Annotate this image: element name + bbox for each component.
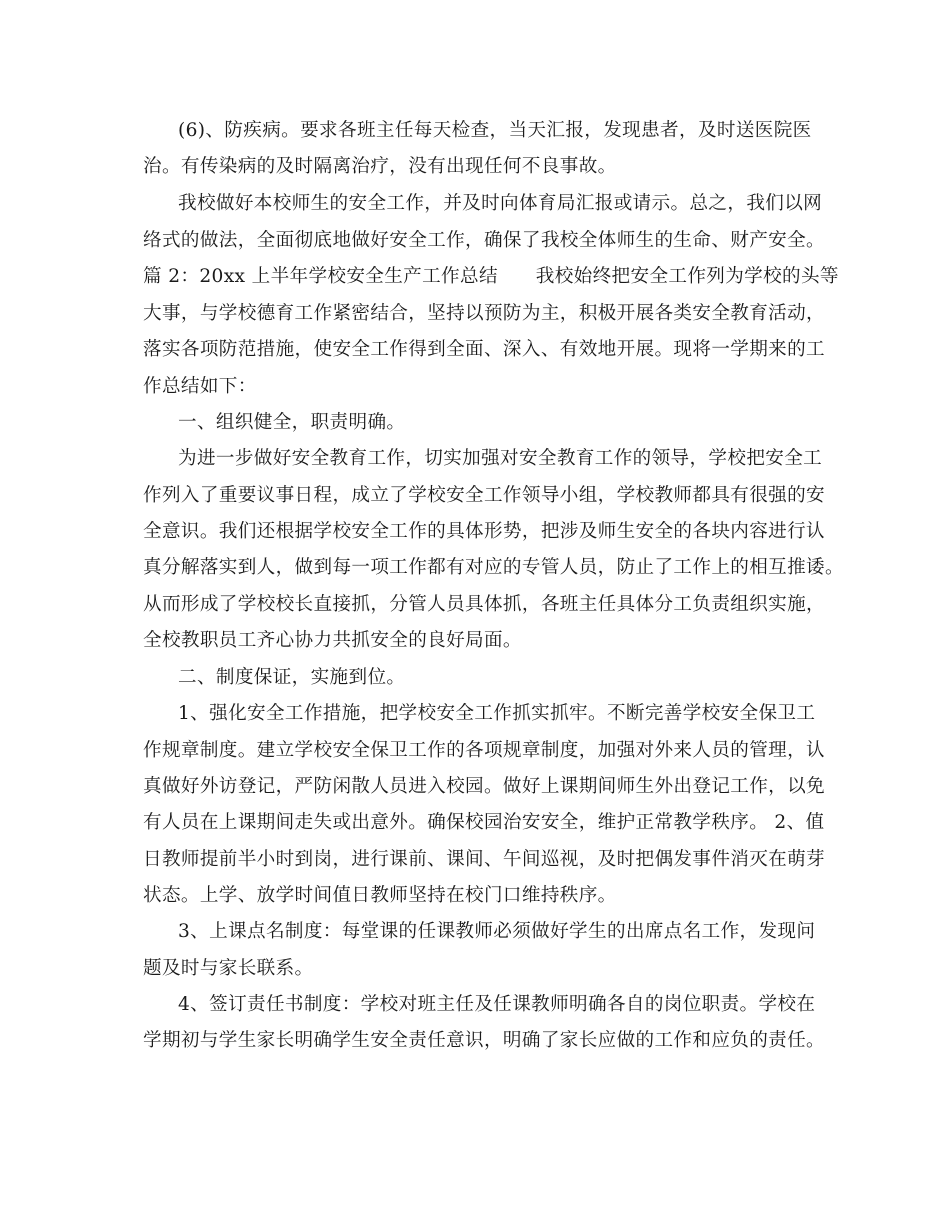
text-line: 络式的做法，全面彻底地做好安全工作，确保了我校全体师生的生命、财产安全。	[143, 230, 825, 251]
text-line: 治。有传染病的及时隔离治疗，没有出现任何不良事故。	[143, 156, 617, 177]
section-heading: 一、组织健全，职责明确。	[178, 412, 406, 433]
text-line: (6)、防疾病。要求各班主任每天检查，当天汇报，发现患者，及时送医院医	[178, 120, 812, 141]
text-line: 3、上课点名制度：每堂课的任课教师必须做好学生的出席点名工作，发现问	[178, 921, 816, 942]
text-line: 作规章制度。建立学校安全保卫工作的各项规章制度，加强对外来人员的管理，认	[143, 740, 825, 761]
section-heading: 二、制度保证，实施到位。	[178, 667, 406, 688]
text-line: 大事，与学校德育工作紧密结合，坚持以预防为主，积极开展各类安全教育活动，	[143, 303, 825, 324]
text-line: 从而形成了学校校长直接抓，分管人员具体抓，各班主任具体分工负责组织实施，	[143, 594, 825, 615]
text-line: 真分解落实到人，做到每一项工作都有对应的专管人员，防止了工作上的相互推诿。	[143, 557, 844, 578]
text-line: 1、强化安全工作措施，把学校安全工作抓实抓牢。不断完善学校安全保卫工	[178, 703, 816, 724]
text-line: 全意识。我们还根据学校安全工作的具体形势，把涉及师生安全的各块内容进行认	[143, 521, 825, 542]
text-line: 状态。上学、放学时间值日教师坚持在校门口维持秩序。	[143, 885, 617, 906]
text-line: 我校做好本校师生的安全工作，并及时向体育局汇报或请示。总之，我们以网	[178, 193, 823, 214]
text-line: 作列入了重要议事日程，成立了学校安全工作领导小组，学校教师都具有很强的安	[143, 485, 825, 506]
text-line: 全校教职员工齐心协力共抓安全的良好局面。	[143, 630, 522, 651]
text-line: 学期初与学生家长明确学生安全责任意识，明确了家长应做的工作和应负的责任。	[143, 1030, 825, 1051]
text-line: 4、签订责任书制度：学校对班主任及任课教师明确各自的岗位职责。学校在	[178, 994, 816, 1015]
text-line: 有人员在上课期间走失或出意外。确保校园治安安全，维护正常教学秩序。 2、值	[143, 812, 825, 833]
text-line: 题及时与家长联系。	[143, 958, 314, 979]
text-line: 篇 2：20xx 上半年学校安全生产工作总结 我校始终把安全工作列为学校的头等	[143, 266, 839, 287]
text-line: 为进一步做好安全教育工作，切实加强对安全教育工作的领导，学校把安全工	[178, 448, 823, 469]
text-line: 作总结如下：	[143, 376, 257, 397]
text-line: 落实各项防范措施，使安全工作得到全面、深入、有效地开展。现将一学期来的工	[143, 339, 825, 360]
text-line: 日教师提前半小时到岗，进行课前、课间、午间巡视，及时把偶发事件消灭在萌芽	[143, 849, 825, 870]
text-line: 真做好外访登记，严防闲散人员进入校园。做好上课期间师生外出登记工作，以免	[143, 776, 825, 797]
